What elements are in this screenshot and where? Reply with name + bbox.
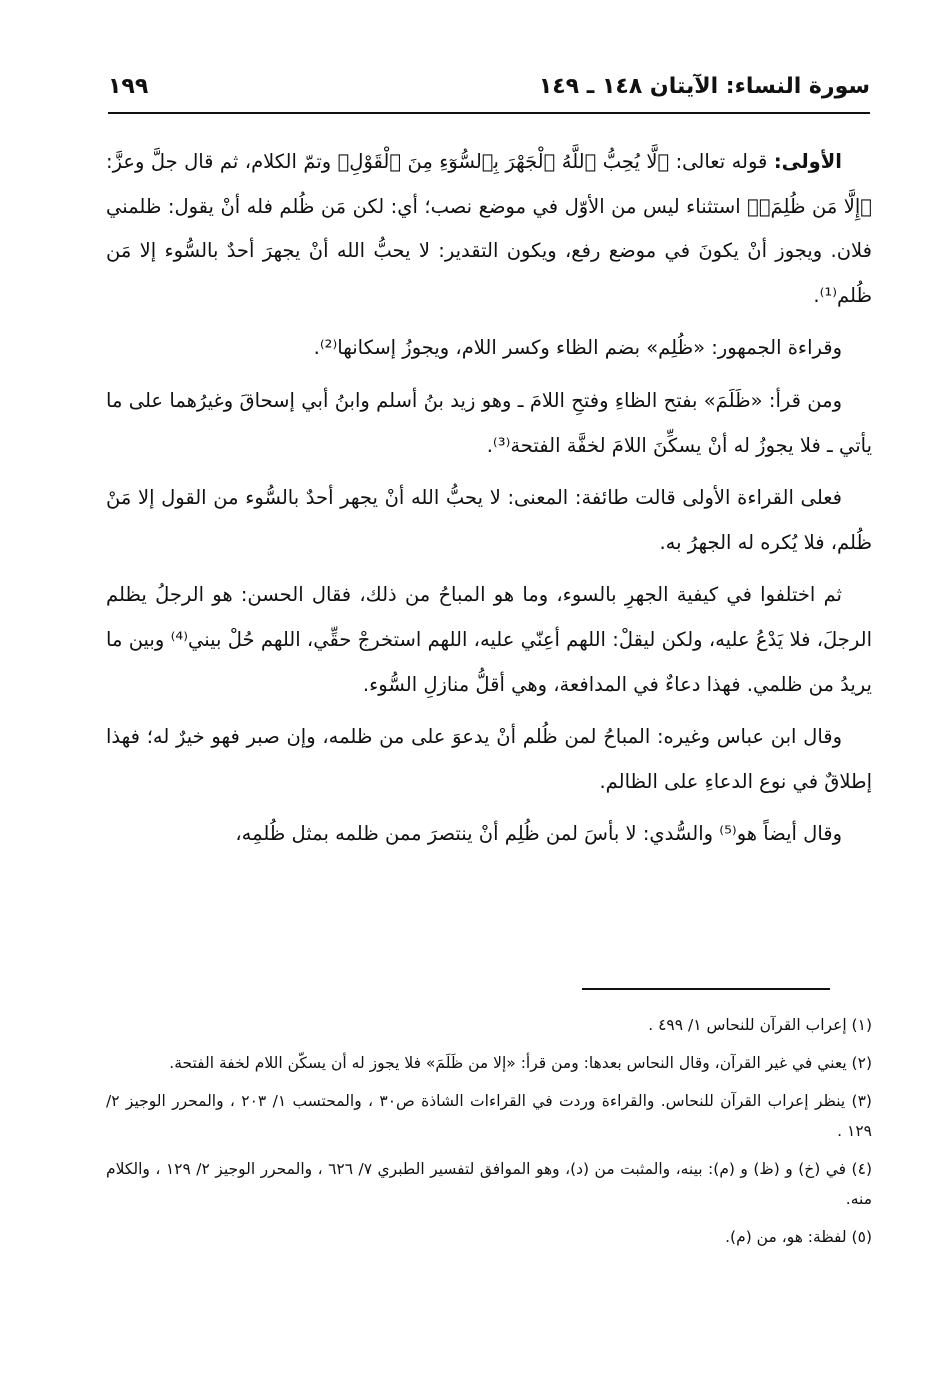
paragraph-text: ومن قرأ: «ظَلَمَ» بفتح الظاءِ وفتحِ اللامَ ـ وهو زيد بنُ أسلم وابنُ أبي إسحاقَ وغيرُهما على ما يأتي ـ فلا يجوزُ له أنْ يسكِّنَ اللامَ لخفَّة الفتحة⁽³⁾.	[106, 388, 872, 457]
paragraph-lead: الأولى:	[773, 150, 842, 173]
paragraph-text: وقال أيضاً هو⁽⁵⁾ والسُّدي: لا بأسَ لمن ظُلِم أنْ ينتصرَ ممن ظلمه بمثل ظُلمِه،	[235, 822, 842, 846]
header-title: سورة النساء: الآيتان ١٤٨ ـ ١٤٩	[538, 74, 870, 99]
footnote-1: (١) إعراب القرآن للنحاس ١/ ٤٩٩ .	[648, 1016, 872, 1034]
footnotes	[106, 1010, 872, 1260]
paragraph-text: ثم اختلفوا في كيفية الجهرِ بالسوء، وما هو المباحُ من ذلك، فقال الحسن: هو الرجلُ يظلم الرجلَ، فلا يَدْعُ عليه، ولكن ليقلْ: اللهم أعِنّي عليه، اللهم استخرجْ حقِّي، اللهم حُلْ بيني⁽⁴⁾ وبين ما يريدُ من ظلمي. فهذا دعاءٌ في المدافعة، وهي أقلُّ منازلِ السُّوء.	[106, 583, 872, 696]
footnote-5: (٥) لفظة: هو، من (م).	[725, 1228, 872, 1246]
paragraph	[106, 476, 872, 565]
paragraph	[106, 573, 872, 707]
page-number: ١٩٩	[108, 74, 149, 99]
footnote-3: (٣) ينظر إعراب القرآن للنحاس. والقراءة وردت في القراءات الشاذة ص٣٠ ، والمحتسب ١/ ٢٠٣ ، والمحرر الوجيز ٢/ ١٢٩ .	[106, 1092, 872, 1140]
footnote-2: (٢) يعني في غير القرآن، وقال النحاس بعدها: ومن قرأ: «إلا من ظَلَمَ» فلا يجوز له أن يسكّن اللام لخفة الفتحة.	[169, 1054, 872, 1072]
paragraph	[106, 140, 872, 318]
footnote-4: (٤) في (خ) و (ظ) و (م): بينه، والمثبت من (د)، وهو الموافق لتفسير الطبري ٧/ ٦٢٦ ، والمحرر الوجيز ٢/ ١٢٩ ، والكلام منه.	[106, 1160, 872, 1208]
paragraph	[106, 326, 872, 371]
main-text	[106, 140, 872, 865]
paragraph	[106, 812, 872, 857]
paragraph	[106, 715, 872, 804]
paragraph	[106, 379, 872, 468]
running-header	[108, 72, 870, 112]
footnote-divider	[582, 988, 830, 990]
paragraph-text: فعلى القراءة الأولى قالت طائفة: المعنى: لا يحبُّ الله أنْ يجهر أحدٌ بالسُّوء من القول إلا مَنْ ظُلم، فلا يُكره له الجهرُ به.	[106, 486, 872, 554]
header-divider	[108, 112, 870, 114]
paragraph-text: وقراءة الجمهور: «ظُلِم» بضم الظاء وكسر اللام، ويجوزُ إسكانها⁽²⁾.	[313, 336, 842, 360]
paragraph-text: وقال ابن عباس وغيره: المباحُ لمن ظُلم أنْ يدعوَ على من ظلمه، وإن صبر فهو خيرٌ له؛ فهذا إطلاقٌ في نوع الدعاءِ على الظالم.	[106, 725, 872, 793]
paragraph-text: قوله تعالى: ﴿لَّا يُحِبُّ ٱللَّهُ ٱلْجَهْرَ بِٱلسُّوٓءِ مِنَ ٱلْقَوْلِ﴾ وتمّ الكلام، ثم قال جلَّ وعزَّ: ﴿إِلَّا مَن ظُلِمَۚ﴾ استثناء ليس من الأوّل في موضع نصب؛ أي: لكن مَن ظُلم فله أنْ يقول: ظلمني فلان. ويجوز أنْ يكونَ في موضع رفع، ويكون التقدير: لا يحبُّ الله أنْ يجهرَ أحدٌ بالسُّوء إلا مَن ظُلم⁽¹⁾.	[106, 150, 872, 307]
